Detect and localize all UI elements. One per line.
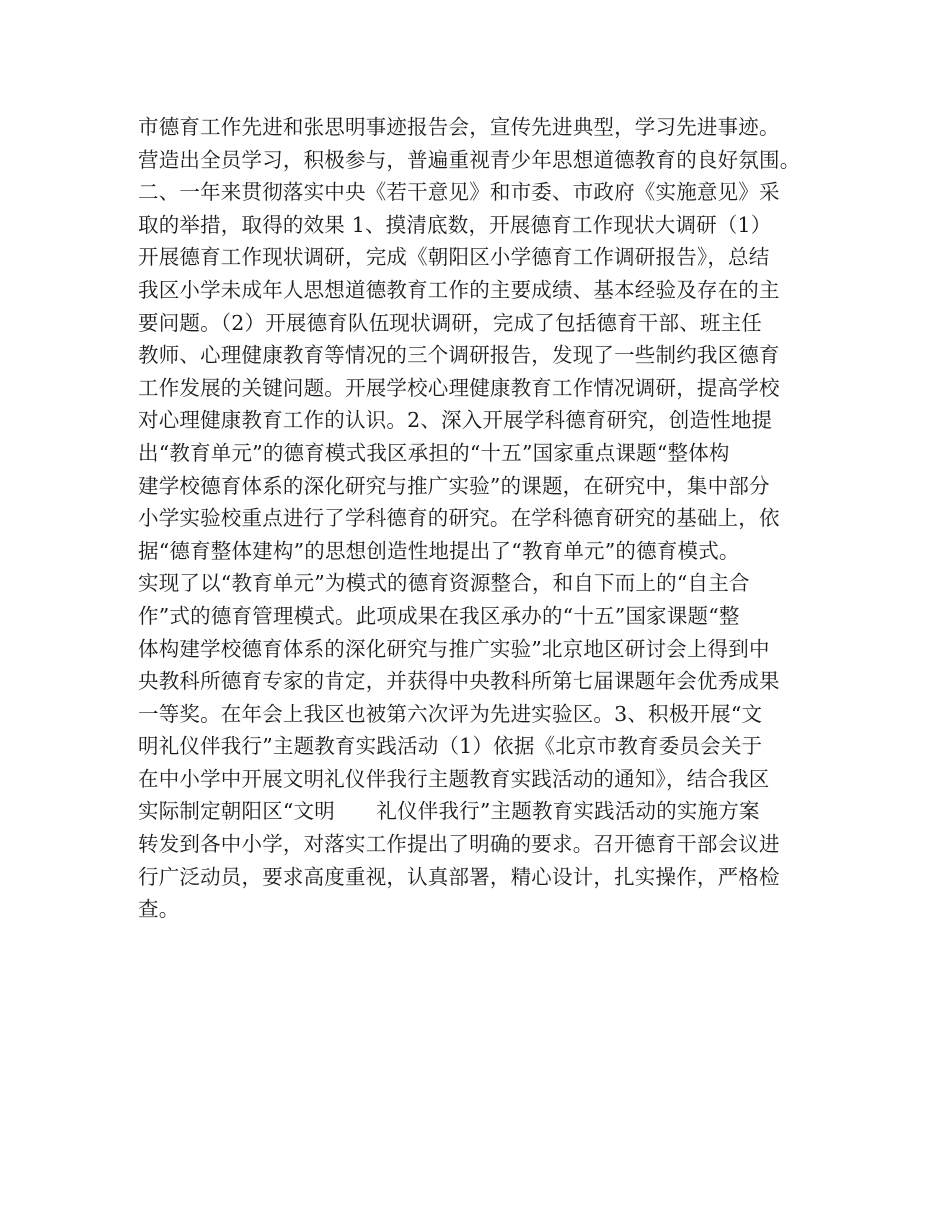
text-line: 工作发展的关键问题。开展学校心理健康教育工作情况调研，提高学校 — [138, 375, 780, 400]
text-line: 建学校德育体系的深化研究与推广实验”的课题，在研究中，集中部分 — [138, 473, 770, 498]
text-line: 一等奖。在年会上我区也被第六次评为先进实验区。3、积极开展“文 — [138, 701, 763, 726]
text-line: 据“德育整体建构”的思想创造性地提出了“教育单元”的德育模式。 — [138, 538, 740, 563]
text-line: 明礼仪伴我行”主题教育实践活动（1）依据《北京市教育委员会关于 — [138, 734, 763, 759]
body-text — [138, 111, 828, 926]
text-line: 实际制定朝阳区“文明 礼仪伴我行”主题教育实践活动的实施方案 — [138, 799, 760, 824]
text-line: 行广泛动员，要求高度重视，认真部署，精心设计，扎实操作，严格检 — [138, 864, 780, 889]
text-line: 对心理健康教育工作的认识。2、深入开展学科德育研究，创造性地提 — [138, 408, 773, 433]
text-line: 开展德育工作现状调研，完成《朝阳区小学德育工作调研报告》，总结 — [138, 245, 770, 270]
text-line: 小学实验校重点进行了学科德育的研究。在学科德育研究的基础上，依 — [138, 506, 780, 531]
text-line: 实现了以“教育单元”为模式的德育资源整合，和自下而上的“自主合 — [138, 571, 750, 596]
text-line: 市德育工作先进和张思明事迹报告会，宣传先进典型，学习先进事迹。 — [138, 115, 780, 139]
text-line: 取的举措，取得的效果 1、摸清底数，开展德育工作现状大调研（1） — [138, 212, 772, 237]
text-line: 要问题。（2）开展德育队伍现状调研，完成了包括德育干部、班主任 — [138, 310, 762, 335]
text-line: 我区小学未成年人思想道德教育工作的主要成绩、基本经验及存在的主 — [138, 277, 780, 302]
text-line: 出“教育单元”的德育模式我区承担的“十五”国家重点课题“整体构 — [138, 440, 730, 465]
text-line: 查。 — [138, 897, 180, 922]
text-line: 教师、心理健康教育等情况的三个调研报告，发现了一些制约我区德育 — [138, 343, 780, 368]
text-line: 转发到各中小学，对落实工作提出了明确的要求。召开德育干部会议进 — [138, 832, 780, 857]
text-line: 在中小学中开展文明礼仪伴我行主题教育实践活动的通知》，结合我区 — [138, 766, 770, 791]
text-line: 作”式的德育管理模式。此项成果在我区承办的“十五”国家课题“整 — [138, 603, 740, 628]
text-line: 体构建学校德育体系的深化研究与推广实验”北京地区研讨会上得到中 — [138, 636, 770, 661]
text-line: 央教科所德育专家的肯定，并获得中央教科所第七届课题年会优秀成果 — [138, 669, 780, 694]
text-line: 营造出全员学习，积极参与，普遍重视青少年思想道德教育的良好氛围。 — [138, 147, 801, 172]
text-line: 二、一年来贯彻落实中央《若干意见》和市委、市政府《实施意见》采 — [138, 180, 780, 205]
